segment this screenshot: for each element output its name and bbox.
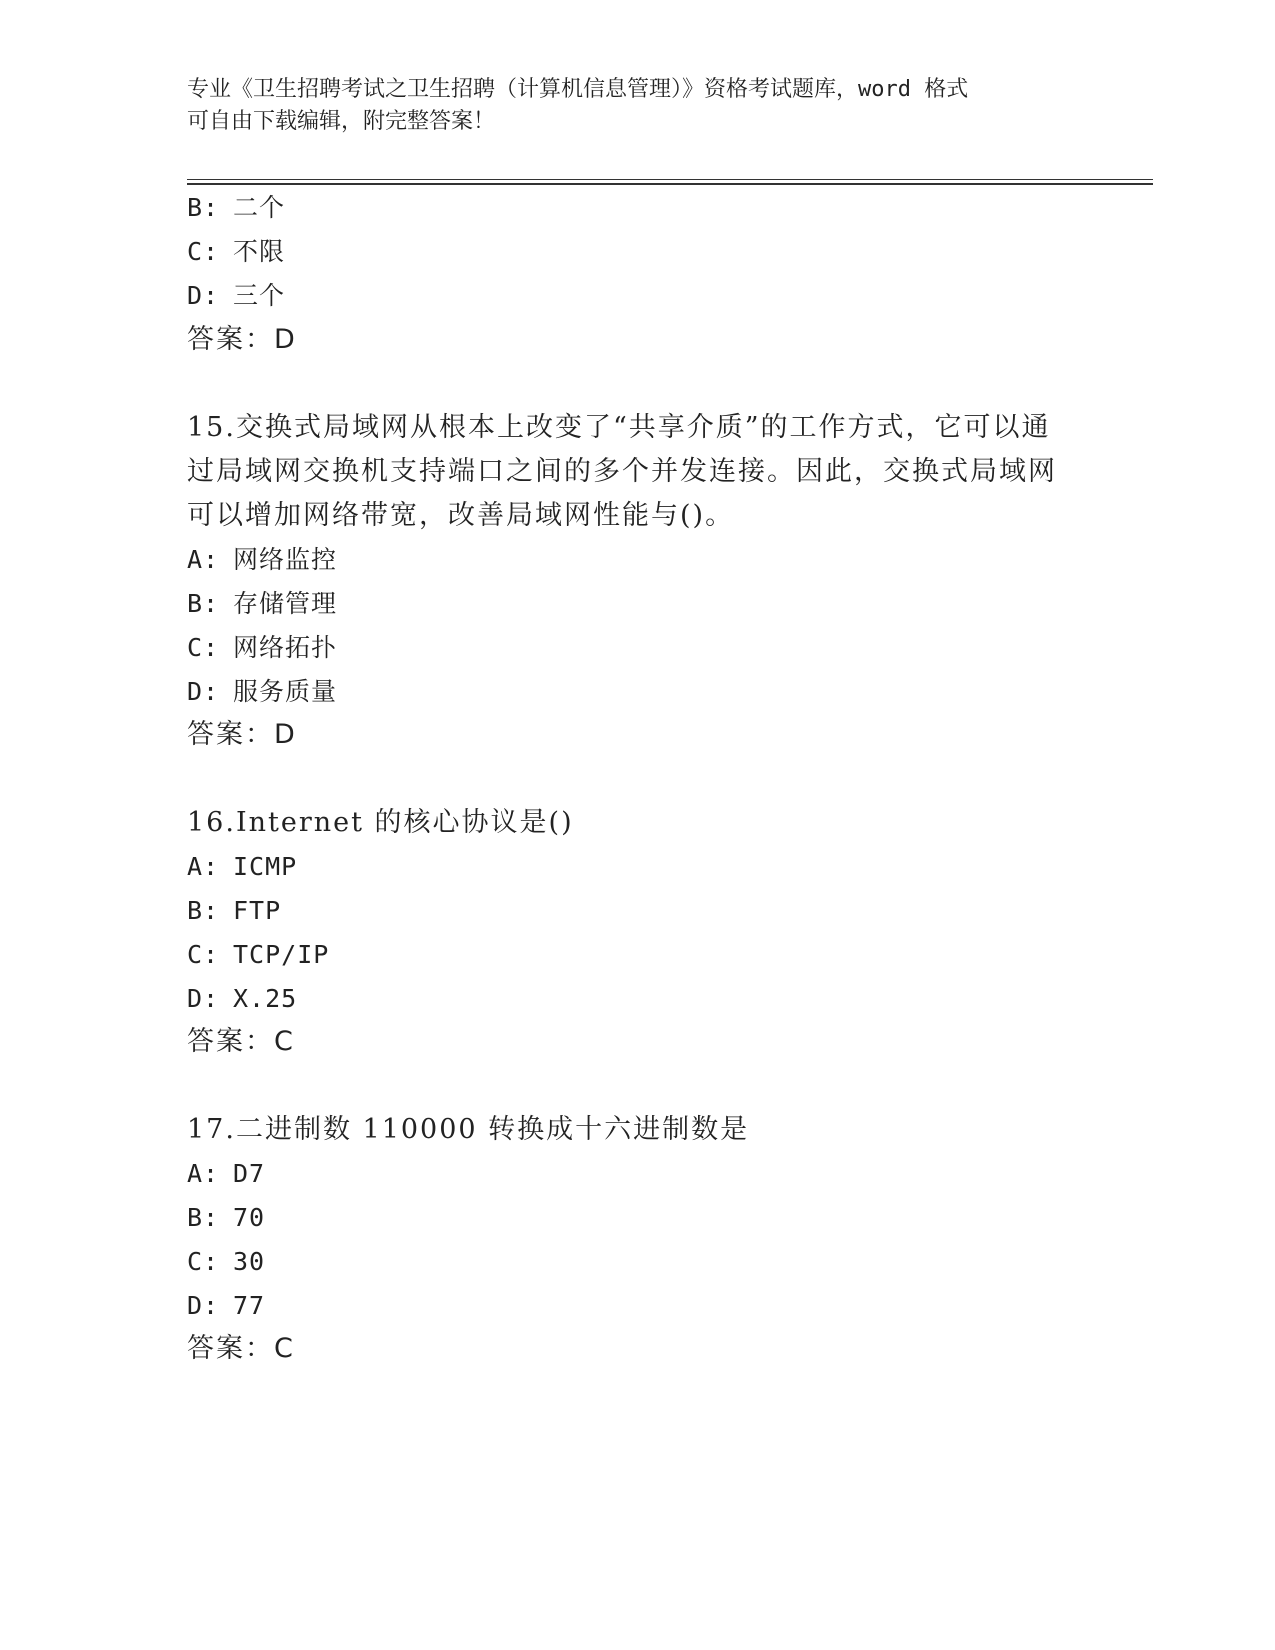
option-b [187,587,337,621]
option-text: 网络拓扑 [233,633,338,662]
option-a [187,850,297,884]
option-label: D: [187,984,220,1013]
option-c [187,235,285,269]
option-text: 二个 [233,193,286,222]
option-label: C: [187,237,220,266]
option-label: B: [187,193,220,222]
answer-line: 答案：C [187,1333,295,1364]
option-text: FTP [233,896,282,925]
option-c [187,631,337,665]
option-label: C: [187,633,220,662]
question-15-line-3: 可以增加网络带宽，改善局域网性能与()。 [187,500,735,531]
option-c [187,938,329,972]
option-label: B: [187,589,220,618]
option-text: 30 [233,1247,266,1276]
header-divider-top [187,179,1153,180]
option-text: 77 [233,1291,266,1320]
header-line-1: 专业《卫生招聘考试之卫生招聘（计算机信息管理）》资格考试题库，word 格式 [187,77,969,102]
option-b [187,894,281,928]
question-16-line-1: 16.Internet 的核心协议是() [187,807,574,838]
option-d [187,279,285,313]
option-label: C: [187,940,220,969]
option-b [187,1201,265,1235]
question-17-line-1: 17.二进制数 110000 转换成十六进制数是 [187,1114,750,1145]
option-c [187,1245,265,1279]
answer-line: 答案：D [187,719,297,750]
option-b [187,191,285,225]
option-text: TCP/IP [233,940,330,969]
option-text: 网络监控 [233,545,338,574]
option-text: D7 [233,1159,266,1188]
option-label: A: [187,1159,220,1188]
option-label: B: [187,1203,220,1232]
option-d [187,675,337,709]
option-text: 三个 [233,281,286,310]
option-text: 70 [233,1203,266,1232]
header-line-2: 可自由下载编辑，附完整答案！ [187,109,496,134]
option-a [187,543,337,577]
option-label: A: [187,852,220,881]
option-text: ICMP [233,852,298,881]
option-label: B: [187,896,220,925]
question-15-line-2: 过局域网交换机支持端口之间的多个并发连接。因此，交换式局域网 [187,456,1057,487]
option-label: A: [187,545,220,574]
option-a [187,1157,265,1191]
option-label: D: [187,281,220,310]
document-header [187,74,1067,138]
option-text: 不限 [233,237,286,266]
question-15-line-1: 15.交换式局域网从根本上改变了“共享介质”的工作方式，它可以通 [187,412,1051,443]
option-d [187,1289,265,1323]
option-text: 服务质量 [233,677,338,706]
header-divider-bottom [187,183,1153,185]
option-label: D: [187,1291,220,1320]
option-d [187,982,297,1016]
option-text: 存储管理 [233,589,338,618]
answer-line: 答案：D [187,324,297,355]
option-label: C: [187,1247,220,1276]
answer-line: 答案：C [187,1026,295,1057]
option-text: X.25 [233,984,298,1013]
option-label: D: [187,677,220,706]
